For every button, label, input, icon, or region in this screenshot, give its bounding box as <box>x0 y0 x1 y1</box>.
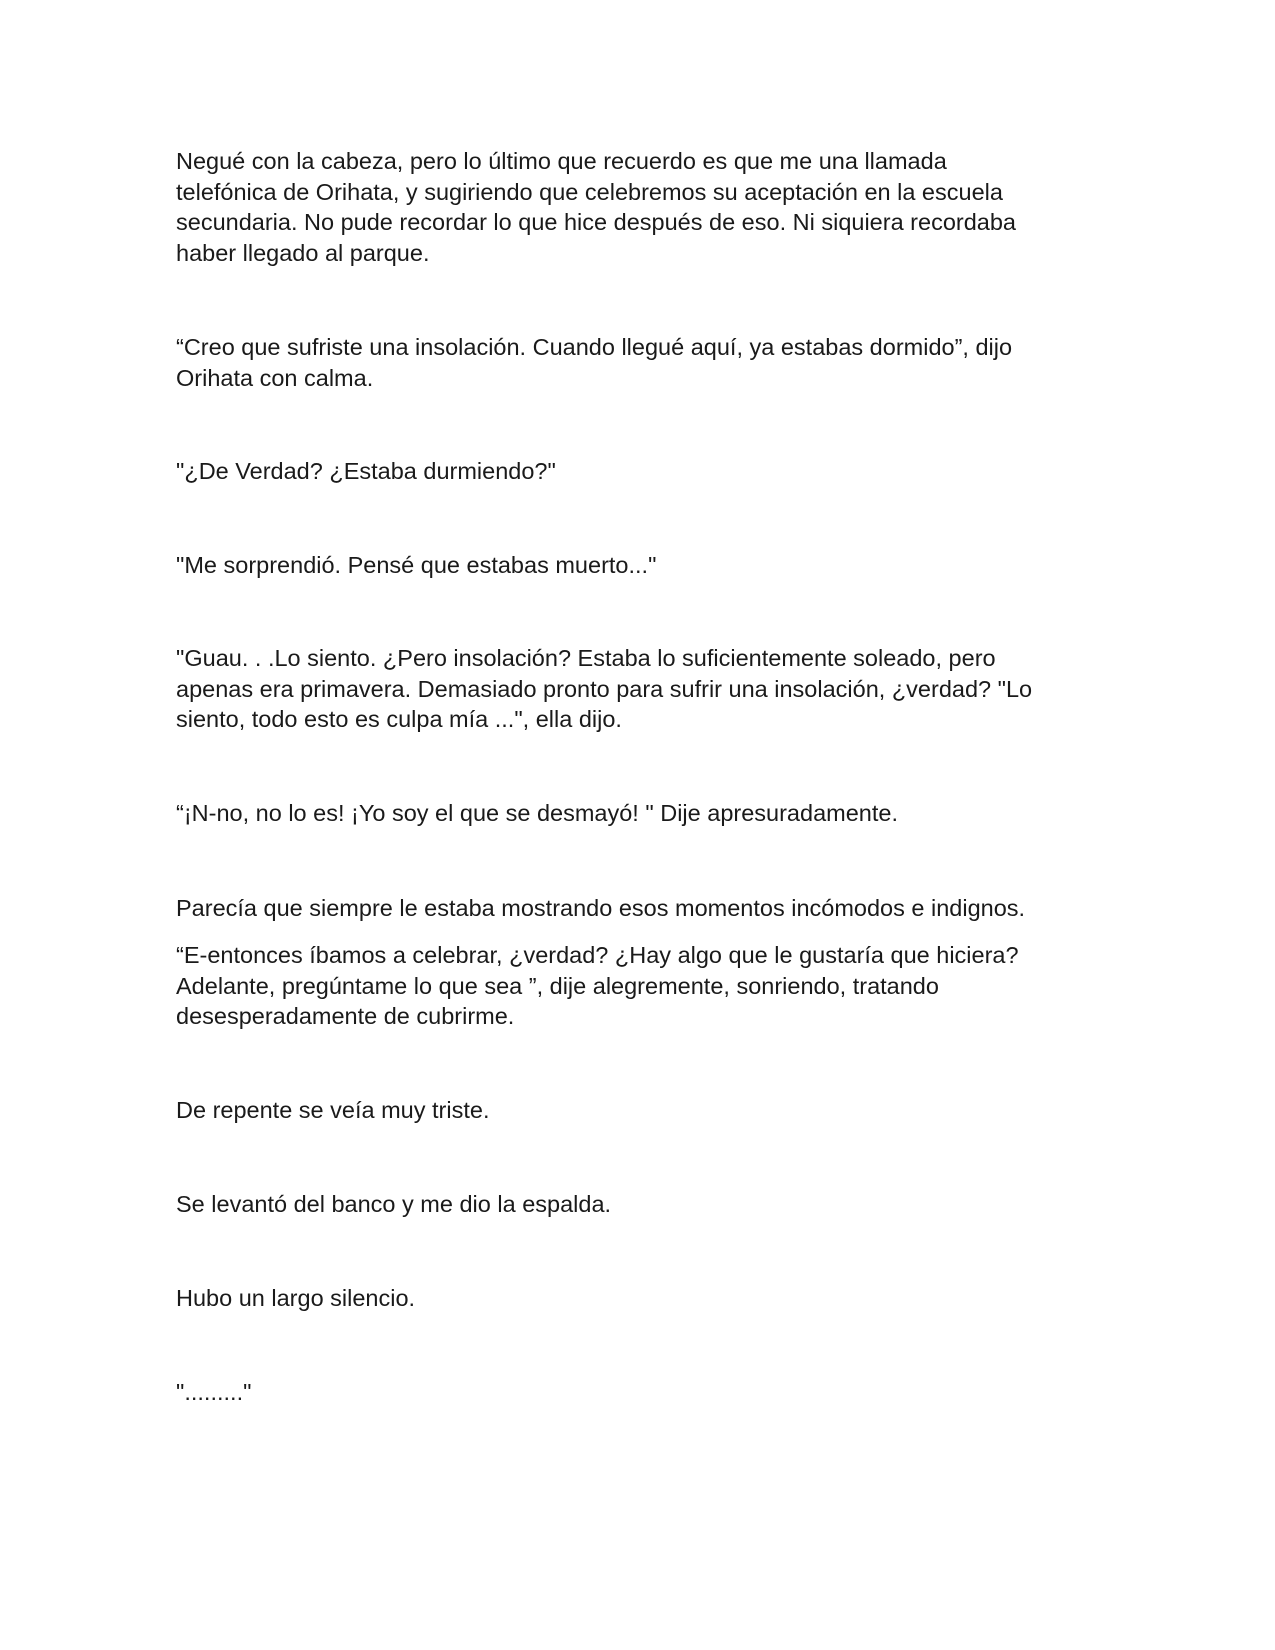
paragraph <box>176 893 1096 924</box>
text-line: Negué con la cabeza, pero lo último que recuerdo es que me una llamada <box>176 148 947 174</box>
paragraph <box>176 1283 1096 1314</box>
text-line: secundaria. No pude recordar lo que hice después de eso. Ni siquiera recordaba <box>176 209 1016 235</box>
paragraph <box>176 456 1096 487</box>
text-line: “E-entonces íbamos a celebrar, ¿verdad? ¿Hay algo que le gustaría que hiciera? <box>176 942 1019 968</box>
text-line: Orihata con calma. <box>176 364 374 391</box>
text-line: apenas era primavera. Demasiado pronto para sufrir una insolación, ¿verdad? "Lo <box>176 675 1033 702</box>
text-line: “Creo que sufriste una insolación. Cuando llegué aquí, ya estabas dormido”, dijo <box>176 334 1013 360</box>
text-line: “¡N-no, no lo es! ¡Yo soy el que se desmayó! " Dije apresuradamente. <box>176 800 898 826</box>
text-line: desesperadamente de cubrirme. <box>176 1003 515 1029</box>
paragraph <box>176 332 1096 393</box>
text-line: Adelante, pregúntame lo que sea ”, dije alegremente, sonriendo, tratando <box>176 972 939 999</box>
paragraph <box>176 1377 1096 1408</box>
text-line: haber llegado al parque. <box>176 239 430 266</box>
paragraph <box>176 1095 1096 1126</box>
text-line: "........." <box>176 1379 252 1405</box>
text-line: telefónica de Orihata, y sugiriendo que celebremos su aceptación en la escuela <box>176 178 1003 205</box>
text-line: "¿De Verdad? ¿Estaba durmiendo?" <box>176 458 556 484</box>
text-line: De repente se veía muy triste. <box>176 1097 490 1123</box>
text-line: Parecía que siempre le estaba mostrando esos momentos incómodos e indignos. <box>176 895 1026 921</box>
text-line: "Guau. . .Lo siento. ¿Pero insolación? Estaba lo suficientemente soleado, pero <box>176 645 996 671</box>
paragraph <box>176 940 1096 1032</box>
paragraph <box>176 550 1096 581</box>
paragraph <box>176 798 1096 829</box>
text-line: Se levantó del banco y me dio la espalda. <box>176 1191 612 1217</box>
paragraph <box>176 1189 1096 1220</box>
text-line: "Me sorprendió. Pensé que estabas muerto..." <box>176 552 657 578</box>
paragraph <box>176 146 1096 268</box>
paragraph <box>176 643 1096 735</box>
text-line: siento, todo esto es culpa mía ...", ella dijo. <box>176 706 622 732</box>
text-line: Hubo un largo silencio. <box>176 1285 416 1311</box>
